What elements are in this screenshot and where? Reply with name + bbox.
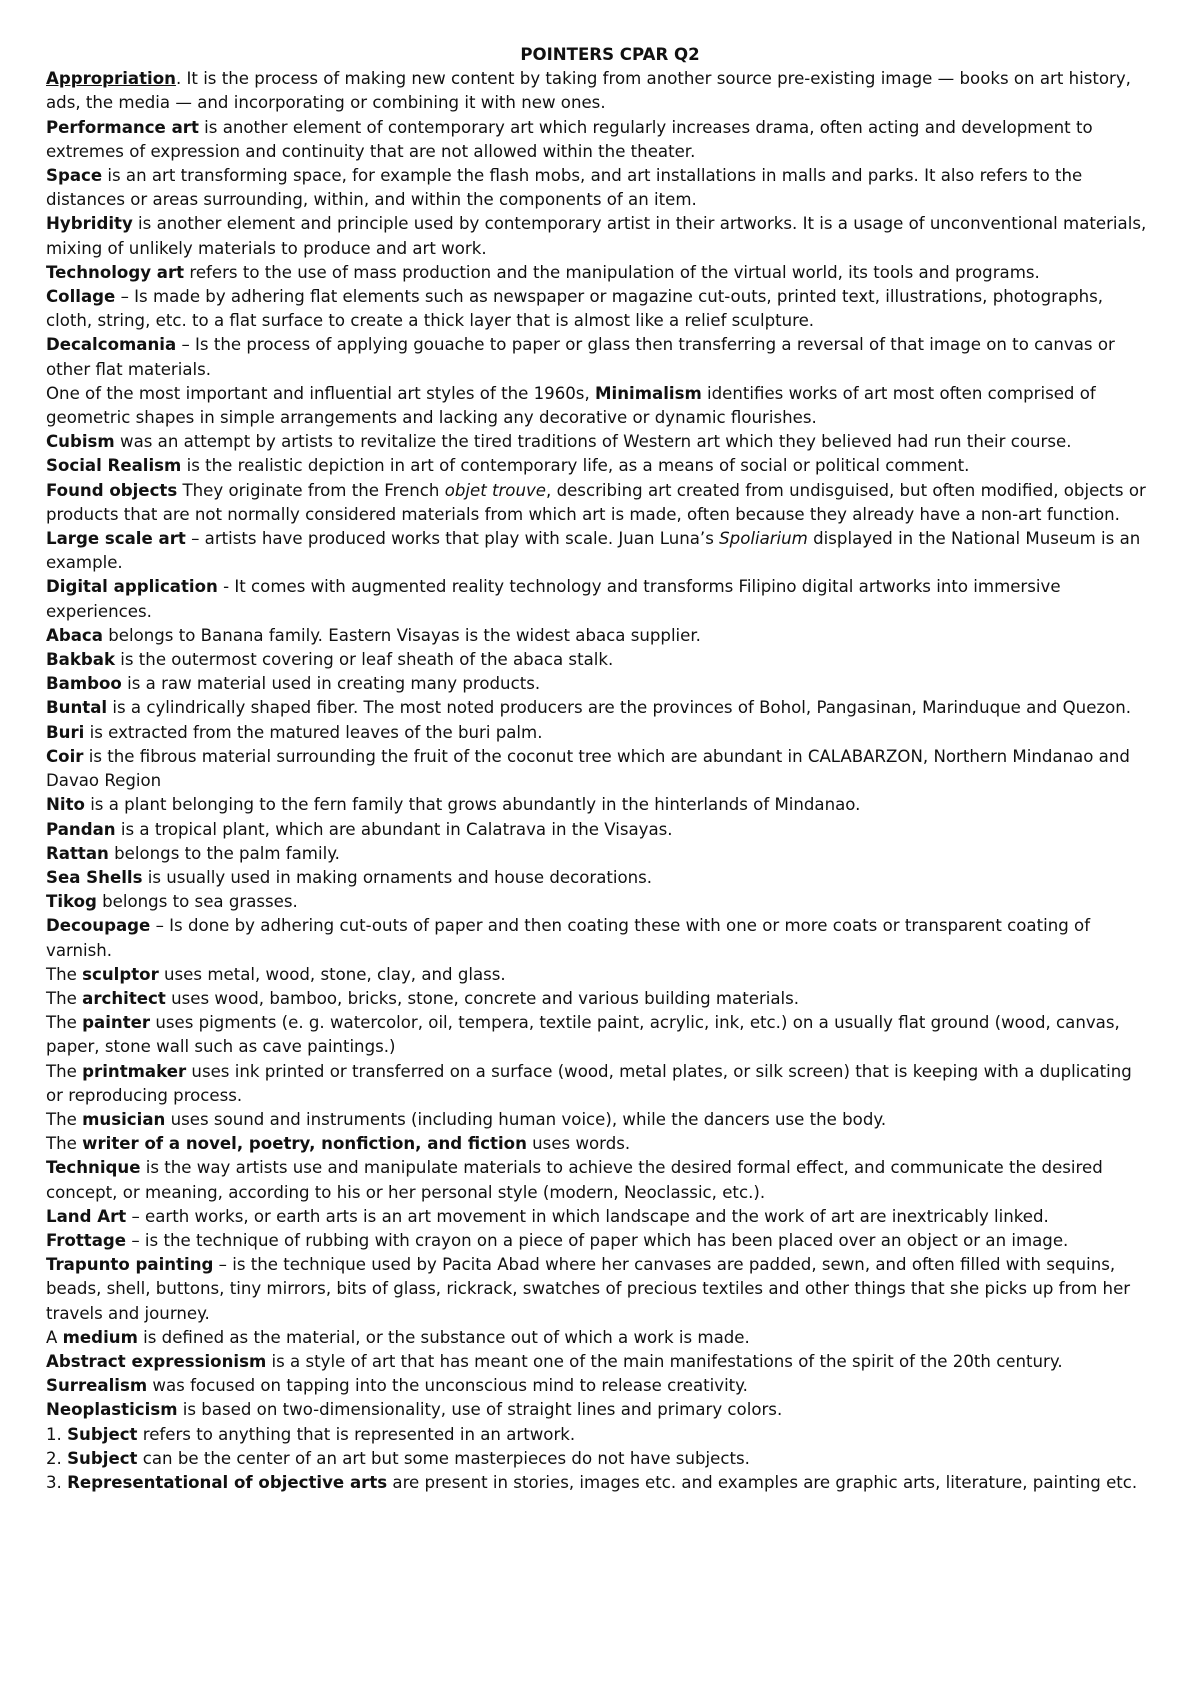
entry-term: Subject	[67, 1424, 138, 1444]
entry-37	[46, 1374, 1154, 1398]
entry-7	[46, 382, 1154, 430]
entry-text: belongs to Banana family. Eastern Visayas is the widest abaca supplier.	[102, 625, 701, 645]
entry-text: was an attempt by artists to revitalize the tired traditions of Western art which they believed had run their course.	[114, 432, 1072, 452]
entry-39	[46, 1423, 1154, 1447]
entry-text-continued: , describing art created from undisguised, but often modified, objects or products that are not normally considered materials from which art is made, often because they already have a non-art function.	[46, 480, 1146, 524]
entry-term: Appropriation	[46, 69, 176, 89]
entry-term: Decalcomania	[46, 335, 177, 355]
entry-term: sculptor	[82, 964, 159, 984]
entry-term: architect	[82, 988, 166, 1008]
entry-19	[46, 793, 1154, 817]
entry-text: belongs to sea grasses.	[96, 892, 298, 912]
entry-text: is an art transforming space, for example the flash mobs, and art installations in malls and parks. It also refers to the distances or areas surrounding, within, and within the components of an item.	[46, 166, 1083, 210]
entry-text: is another element of contemporary art which regularly increases drama, often acting and development to extremes of expression and continuity that are not allowed within the theater.	[46, 117, 1093, 161]
entry-text: – is the technique of rubbing with crayon on a piece of paper which has been placed over an object or an image.	[126, 1230, 1069, 1250]
entry-text: uses wood, bamboo, bricks, stone, concrete and various building materials.	[165, 988, 800, 1008]
entry-term: Minimalism	[595, 383, 702, 403]
entry-text: is a plant belonging to the fern family that grows abundantly in the hinterlands of Mindanao.	[84, 795, 861, 815]
entry-0	[46, 67, 1154, 115]
entry-text: uses pigments (e. g. watercolor, oil, tempera, textile paint, acrylic, ink, etc.) on a usually flat ground (wood, canvas, paper, stone wall such as cave paintings.)	[46, 1013, 1120, 1057]
entry-term: Representational of objective arts	[67, 1472, 388, 1492]
entry-text: are present in stories, images etc. and examples are graphic arts, literature, painting etc.	[387, 1472, 1138, 1492]
entry-term: Buntal	[46, 698, 108, 718]
entry-prefix: The	[46, 1013, 83, 1033]
entry-prefix: 1.	[46, 1424, 68, 1444]
entry-5	[46, 285, 1154, 333]
entry-prefix: 3.	[46, 1472, 68, 1492]
entry-text: – artists have produced works that play with scale. Juan Luna’s	[185, 529, 720, 549]
entry-30	[46, 1132, 1154, 1156]
entry-31	[46, 1156, 1154, 1204]
entry-prefix: 2.	[46, 1448, 68, 1468]
entry-term: Coir	[46, 746, 84, 766]
entry-text: is a raw material used in creating many products.	[121, 674, 541, 694]
entry-text: is a tropical plant, which are abundant in Calatrava in the Visayas.	[115, 819, 673, 839]
entry-term: Tikog	[46, 892, 97, 912]
entry-term: Abaca	[46, 625, 103, 645]
entry-prefix: One of the most important and influential art styles of the 1960s,	[46, 383, 596, 403]
entry-text-continued: displayed in the National Museum is an example.	[46, 529, 1141, 573]
entry-term: writer of a novel, poetry, nonfiction, and fiction	[82, 1134, 527, 1154]
entry-6	[46, 333, 1154, 381]
entry-text: is usually used in making ornaments and house decorations.	[142, 867, 653, 887]
entry-term: Hybridity	[46, 214, 133, 234]
entry-text: is the outermost covering or leaf sheath of the abaca stalk.	[115, 650, 614, 670]
entry-text: uses sound and instruments (including human voice), while the dancers use the body.	[165, 1109, 887, 1129]
entry-term: Decoupage	[46, 916, 151, 936]
entry-9	[46, 454, 1154, 478]
entry-15	[46, 672, 1154, 696]
entry-text: - It comes with augmented reality technology and transforms Filipino digital artworks into immersive experiences.	[46, 577, 1061, 621]
entry-10	[46, 479, 1154, 527]
entry-text: – Is made by adhering flat elements such as newspaper or magazine cut-outs, printed text, illustrations, photographs, cloth, string, etc. to a flat surface to create a thick layer that is almost like a relief sculpture.	[46, 287, 1104, 331]
entry-34	[46, 1253, 1154, 1326]
entry-term: Frottage	[46, 1230, 127, 1250]
entry-16	[46, 696, 1154, 720]
entry-text: uses ink printed or transferred on a surface (wood, metal plates, or silk screen) that is keeping with a duplicating or reproducing process.	[46, 1061, 1132, 1105]
entry-text: was focused on tapping into the unconscious mind to release creativity.	[147, 1376, 748, 1396]
entry-text: – earth works, or earth arts is an art movement in which landscape and the work of art are inextricably linked.	[126, 1206, 1049, 1226]
entry-1	[46, 116, 1154, 164]
entry-text: is the fibrous material surrounding the fruit of the coconut tree which are abundant in CALABARZON, Northern Mindanao and Davao Region	[46, 746, 1130, 791]
entry-term: Bakbak	[46, 650, 115, 670]
entry-text: They originate from the French	[177, 480, 445, 500]
entry-term: Cubism	[46, 432, 115, 452]
entry-prefix: The	[46, 1061, 83, 1081]
entry-text: – Is the process of applying gouache to paper or glass then transferring a reversal of that image on to canvas or other flat materials.	[46, 335, 1115, 379]
entry-3	[46, 212, 1154, 260]
entry-prefix: A	[46, 1327, 63, 1347]
entry-term: Land Art	[46, 1206, 127, 1226]
entry-term: Neoplasticism	[46, 1400, 178, 1420]
entry-term: Bamboo	[46, 674, 122, 694]
entry-term: Found objects	[46, 480, 178, 500]
entry-text: refers to the use of mass production and the manipulation of the virtual world, its tools and programs.	[184, 262, 1040, 282]
entry-text: identifies works of art most often comprised of geometric shapes in simple arrangements and lacking any decorative or dynamic flourishes.	[46, 383, 1096, 428]
entry-36	[46, 1350, 1154, 1374]
entry-prefix: The	[46, 964, 83, 984]
entry-text: is based on two-dimensionality, use of straight lines and primary colors.	[177, 1400, 783, 1420]
entry-13	[46, 624, 1154, 648]
entry-term: Pandan	[46, 819, 116, 839]
entry-prefix: The	[46, 1134, 83, 1154]
entry-term: painter	[82, 1013, 151, 1033]
entry-20	[46, 818, 1154, 842]
entry-italic: objet trouve	[444, 480, 547, 500]
entry-term: Sea Shells	[46, 867, 143, 887]
entry-term: Social Realism	[46, 456, 182, 476]
entry-14	[46, 648, 1154, 672]
entry-23	[46, 890, 1154, 914]
entry-term: Technique	[46, 1158, 141, 1178]
entry-text: – is the technique used by Pacita Abad where her canvases are padded, sewn, and often filled with sequins, beads, shell, buttons, tiny mirrors, bits of glass, rickrack, swatches of precious textiles and other things that she picks up from her travels and journey.	[46, 1255, 1131, 1323]
entry-term: Technology art	[46, 262, 185, 282]
entry-text: – Is done by adhering cut-outs of paper and then coating these with one or more coats or transparent coating of varnish.	[46, 916, 1091, 960]
entry-text: is a cylindrically shaped fiber. The most noted producers are the provinces of Bohol, Pangasinan, Marinduque and Quezon.	[107, 698, 1132, 718]
entry-29	[46, 1108, 1154, 1132]
entry-22	[46, 866, 1154, 890]
entry-list	[46, 67, 1154, 1495]
entry-term: musician	[82, 1109, 166, 1129]
entry-text: is extracted from the matured leaves of the buri palm.	[84, 722, 543, 742]
entry-prefix: The	[46, 988, 83, 1008]
entry-term: printmaker	[82, 1061, 187, 1081]
entry-11	[46, 527, 1154, 575]
entry-21	[46, 842, 1154, 866]
entry-41	[46, 1471, 1154, 1495]
entry-text: is the way artists use and manipulate materials to achieve the desired formal effect, and communicate the desired concept, or meaning, according to his or her personal style (modern, Neoclassic, etc.).	[46, 1158, 1103, 1202]
entry-text: is defined as the material, or the substance out of which a work is made.	[137, 1327, 750, 1347]
entry-17	[46, 721, 1154, 745]
entry-text: is another element and principle used by contemporary artist in their artworks. It is a usage of unconventional materials, mixing of unlikely materials to produce and art work.	[46, 214, 1147, 258]
entry-text: . It is the process of making new content by taking from another source pre-existing image — books on art history, ads, the media — and incorporating or combining it with new ones.	[46, 69, 1131, 113]
entry-32	[46, 1205, 1154, 1229]
entry-33	[46, 1229, 1154, 1253]
entry-term: Surrealism	[46, 1376, 148, 1396]
entry-text: uses words.	[526, 1134, 631, 1154]
entry-term: Abstract expressionism	[46, 1351, 267, 1371]
entry-2	[46, 164, 1154, 212]
entry-27	[46, 1011, 1154, 1059]
entry-text: belongs to the palm family.	[108, 843, 340, 863]
entry-term: Nito	[46, 795, 85, 815]
entry-prefix: The	[46, 1109, 83, 1129]
entry-25	[46, 963, 1154, 987]
entry-term: Space	[46, 166, 103, 186]
entry-term: medium	[62, 1327, 138, 1347]
entry-4	[46, 261, 1154, 285]
entry-24	[46, 914, 1154, 962]
entry-term: Collage	[46, 287, 116, 307]
entry-term: Rattan	[46, 843, 109, 863]
entry-term: Digital application	[46, 577, 218, 597]
entry-35	[46, 1326, 1154, 1350]
entry-40	[46, 1447, 1154, 1471]
entry-term: Trapunto painting	[46, 1255, 214, 1275]
entry-term: Large scale art	[46, 529, 186, 549]
entry-term: Subject	[67, 1448, 138, 1468]
entry-28	[46, 1060, 1154, 1108]
document-title: POINTERS CPAR Q2	[520, 45, 700, 64]
entry-12	[46, 575, 1154, 623]
entry-38	[46, 1398, 1154, 1422]
entry-text: can be the center of an art but some masterpieces do not have subjects.	[137, 1448, 750, 1468]
entry-18	[46, 745, 1154, 793]
entry-8	[46, 430, 1154, 454]
entry-term: Performance art	[46, 117, 199, 137]
entry-text: is a style of art that has meant one of the main manifestations of the spirit of the 20th century.	[266, 1351, 1063, 1371]
entry-text: is the realistic depiction in art of contemporary life, as a means of social or political comment.	[181, 456, 970, 476]
entry-text: refers to anything that is represented in an artwork.	[137, 1424, 576, 1444]
entry-term: Buri	[46, 722, 85, 742]
entry-26	[46, 987, 1154, 1011]
entry-text: uses metal, wood, stone, clay, and glass.	[158, 964, 506, 984]
entry-italic: Spoliarium	[719, 529, 808, 549]
